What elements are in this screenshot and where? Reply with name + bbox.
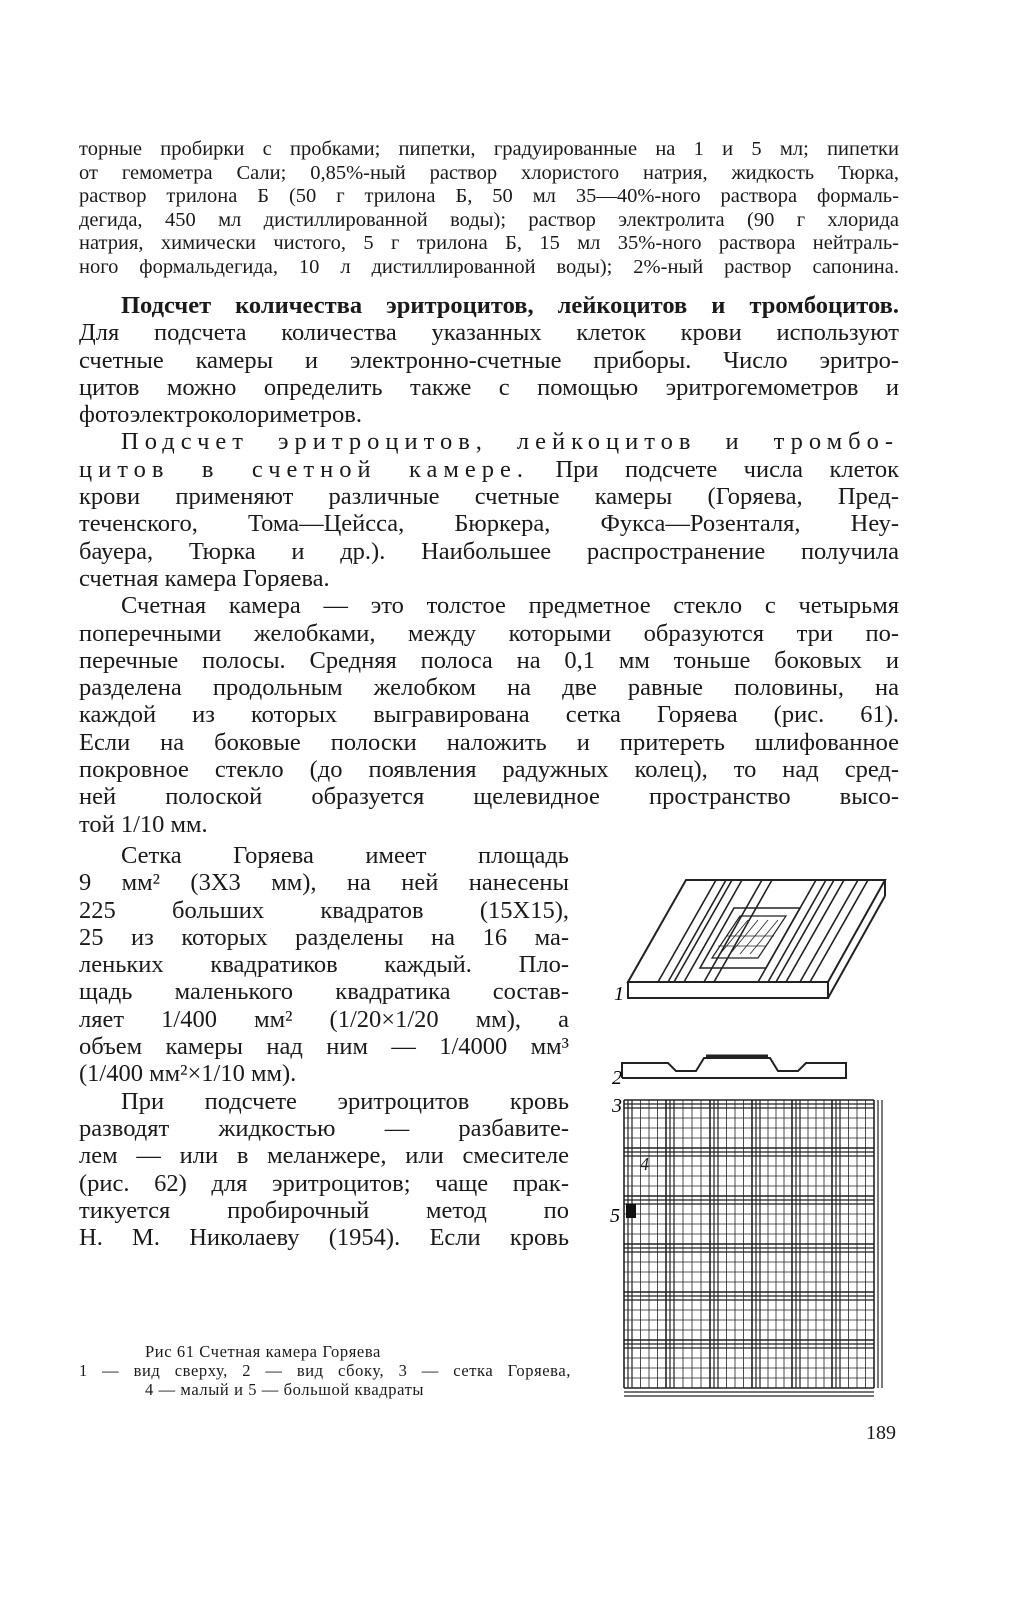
text-line: натрия, химически чистого, 5 г трилона Б, 15 мл 35%-ного раствора нейтраль- [79, 232, 899, 255]
text-line: крови применяют различные счетные камеры (Горяева, Пред- [79, 483, 899, 511]
text-line: ляет 1/400 мм² (1/20×1/20 мм), а [79, 1005, 569, 1033]
chamber-side-view [622, 1056, 846, 1078]
figure-caption [79, 1342, 571, 1399]
text-line: Если на боковые полоски наложить и притереть шлифованное [79, 728, 899, 756]
text-line: ней полоской образуется щелевидное пространство высо- [79, 783, 899, 811]
figure-label-5: 5 [610, 1205, 620, 1227]
text-line: поперечными желобками, между которыми образуются три по- [79, 619, 899, 647]
chamber-top-view [628, 880, 885, 998]
text-line: дегида, 450 мл дистиллированной воды); раствор электролита (90 г хлорида [79, 208, 899, 231]
figure-label-3: 3 [612, 1095, 622, 1117]
figure-label-2: 2 [612, 1067, 622, 1089]
subheading-line-2 [79, 456, 899, 483]
text-line: (рис. 62) для эритроцитов; чаще прак- [79, 1169, 569, 1197]
text-line: фотоэлектроколориметров. [79, 401, 362, 429]
caption-line: 1 — вид сверху, 2 — вид сбоку, 3 — сетка Горяева, [79, 1361, 571, 1380]
page-number: 189 [866, 1422, 896, 1444]
text-line: Сетка Горяева имеет площадь [121, 842, 569, 869]
text-line: разводят жидкостью — разбавите- [79, 1114, 569, 1142]
text-line: Н. М. Николаеву (1954). Если кровь [79, 1224, 569, 1252]
subheading-line-1: Подсчет эритроцитов, лейкоцитов и тромбо- [121, 428, 899, 456]
text-line: разделена продольным желобком на две равные половины, на [79, 674, 899, 702]
goryaev-grid [624, 1100, 882, 1396]
text-line: При подсчете эритроцитов кровь [121, 1087, 569, 1115]
subheading-text: цитов в счетной камере. [79, 455, 530, 483]
text-line: тикуется пробирочный метод по [79, 1196, 569, 1224]
large-square-marker [626, 1204, 636, 1218]
text-line: той 1/10 мм. [79, 810, 208, 838]
text-line: бауера, Тюрка и др.). Наибольшее распространение получила [79, 537, 899, 565]
text-line: покровное стекло (до появления радужных колец), то над сред- [79, 756, 899, 784]
text-line: 9 мм² (3Х3 мм), на ней нанесены [79, 869, 569, 897]
text-line: цитов можно определить также с помощью эритрогемометров и [79, 373, 899, 401]
text-fragment: При подсчете числа клеток [555, 455, 899, 483]
section-body [79, 292, 899, 838]
text-line: 225 больших квадратов (15Х15), [79, 896, 569, 924]
text-line: теченского, Тома—Цейсса, Бюркера, Фукса—Розенталя, Неу- [79, 510, 899, 538]
text-line: леньких квадратиков каждый. Пло- [79, 951, 569, 979]
section-heading [79, 292, 899, 319]
text-line: от гемометра Сали; 0,85%-ный раствор хлористого натрия, жидкость Тюрка, [79, 161, 899, 184]
text-line: раствор трилона Б (50 г трилона Б, 50 мл 35—40%-ного раствора формаль- [79, 185, 899, 208]
text-line: 25 из которых разделены на 16 ма- [79, 923, 569, 951]
intro-paragraph [79, 138, 899, 280]
figure-label-1: 1 [614, 983, 624, 1005]
figure-61-illustration [600, 860, 900, 1400]
section-heading-text: Подсчет количества эритроцитов, лейкоцитов и тромбоцитов. [121, 292, 899, 319]
text-line: лем — или в меланжере, или смесителе [79, 1142, 569, 1170]
caption-line: 4 — малый и 5 — большой квадраты [145, 1380, 425, 1399]
caption-title: Рис 61 Счетная камера Горяева [145, 1342, 381, 1361]
text-line: Счетная камера — это толстое предметное стекло с четырьмя [121, 592, 899, 620]
text-line: (1/400 мм²×1/10 мм). [79, 1060, 297, 1088]
text-line: объем камеры над ним — 1/4000 мм³ [79, 1033, 569, 1061]
text-line: каждой из которых выгравирована сетка Горяева (рис. 61). [79, 701, 899, 729]
text-line: торные пробирки с пробками; пипетки, градуированные на 1 и 5 мл; пипетки [79, 138, 899, 160]
text-line: щадь маленького квадратика состав- [79, 978, 569, 1006]
text-line: счетная камера Горяева. [79, 564, 330, 592]
figure-label-4: 4 [640, 1154, 649, 1174]
column-text [79, 842, 569, 1251]
text-line: счетные камеры и электронно-счетные приборы. Число эритро- [79, 346, 899, 374]
text-line: ного формальдегида, 10 л дистиллированной воды); 2%-ный раствор сапонина. [79, 255, 899, 278]
text-line: Для подсчета количества указанных клеток крови используют [79, 319, 899, 347]
text-line: перечные полосы. Средняя полоса на 0,1 мм тоньше боковых и [79, 646, 899, 674]
